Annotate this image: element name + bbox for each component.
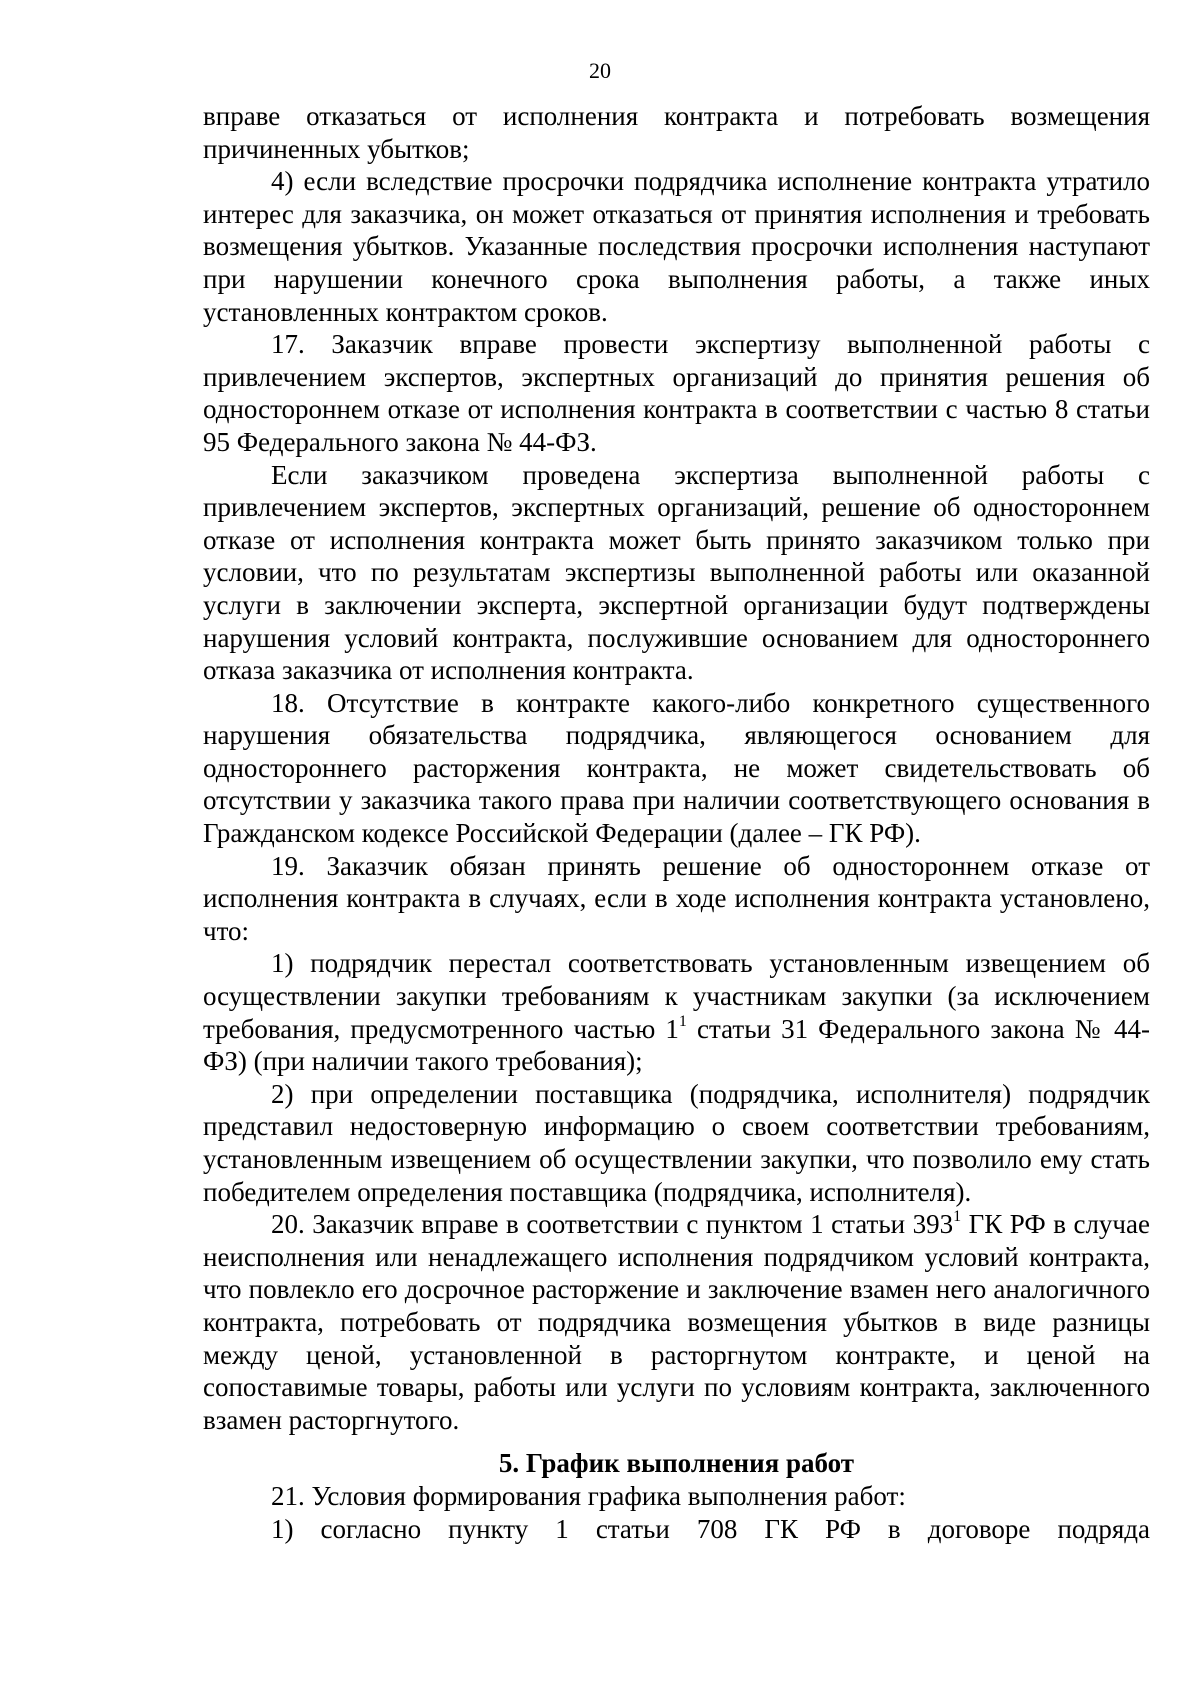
- paragraph-item-4: 4) если вследствие просрочки подрядчика исполнение контракта утратило интерес для заказчика, он может отказаться от принятия исполнения и требовать возмещения убытков. Указанные последствия просрочки исполнения наступают при нарушении конечного срока выполнения работы, а также иных установленных контрактом сроков.: [203, 166, 1150, 327]
- paragraph-clause-17-expertise: Если заказчиком проведена экспертиза выполненной работы с привлечением экспертов, экспертных организаций, решение об одностороннем отказе от исполнения контракта может быть принято заказчиком только при условии, что по результатам экспертизы выполненной работы или оказанной услуги в заключении эксперта, экспертной организации будут подтверждены нарушения условий контракта, послужившие основанием для одностороннего отказа заказчика от исполнения контракта.: [203, 459, 1150, 686]
- section-heading: 5. График выполнения работ: [498, 1448, 855, 1479]
- paragraph-clause-18: 18. Отсутствие в контракте какого-либо конкретного существенного нарушения обязательства подрядчика, являющегося основанием для одностороннего расторжения контракта, не может свидетельствовать об отсутствии у заказчика такого права при наличии соответствующего основания в Гражданском кодексе Российской Федерации (далее – ГК РФ).: [203, 687, 1150, 849]
- paragraph-clause-19-item-2: 2) при определении поставщика (подрядчика, исполнителя) подрядчик представил недостоверную информацию о своем соответствии требованиям, установленным извещением об осуществлении закупки, что позволило ему стать победителем определения поставщика (подрядчика, исполнителя).: [203, 1078, 1150, 1207]
- paragraph-text-before: 1) подрядчик перестал соответствовать установленным извещением об осуществлении закупки требованиям к участникам закупки (за исключением требования, предусмотренного частью 1: [203, 948, 1150, 1044]
- page-number: 20: [589, 58, 611, 83]
- document-body: [203, 100, 1150, 1546]
- paragraph-text-before: 20. Заказчик вправе в соответствии с пунктом 1 статьи 393: [271, 1209, 954, 1240]
- paragraph-clause-19-item-1: [203, 947, 1150, 1077]
- paragraph-text-after: статьи 31 Федерального закона № 44-ФЗ) (при наличии такого требования);: [203, 1013, 1150, 1077]
- paragraph-clause-17: 17. Заказчик вправе провести экспертизу выполненной работы с привлечением экспертов, экспертных организаций до принятия решения об одностороннем отказе от исполнения контракта в соответствии с частью 8 статьи 95 Федерального закона № 44-ФЗ.: [203, 329, 1150, 457]
- paragraph-clause-20: [203, 1208, 1150, 1436]
- paragraph-continuation: вправе отказаться от исполнения контракта и потребовать возмещения причиненных убытков;: [203, 101, 1150, 164]
- paragraph-clause-19: 19. Заказчик обязан принять решение об одностороннем отказе от исполнения контракта в случаях, если в ходе исполнения контракта установлено, что:: [203, 850, 1150, 946]
- paragraph-text-after: ГК РФ в случае неисполнения или ненадлежащего исполнения подрядчиком условий контракта, что повлекло его досрочное расторжение и заключение взамен него аналогичного контракта, потребовать от подрядчика возмещения убытков в виде разницы между ценой, установленной в расторгнутом контракте, и ценой на сопоставимые товары, работы или услуги по условиям контракта, заключенного взамен расторгнутого.: [203, 1209, 1150, 1435]
- paragraph-clause-21: 21. Условия формирования графика выполнения работ:: [271, 1481, 906, 1512]
- superscript: 1: [678, 1012, 687, 1030]
- paragraph-clause-21-item-1: 1) согласно пункту 1 статьи 708 ГК РФ в договоре подряда: [271, 1513, 1150, 1544]
- superscript: 1: [953, 1208, 962, 1226]
